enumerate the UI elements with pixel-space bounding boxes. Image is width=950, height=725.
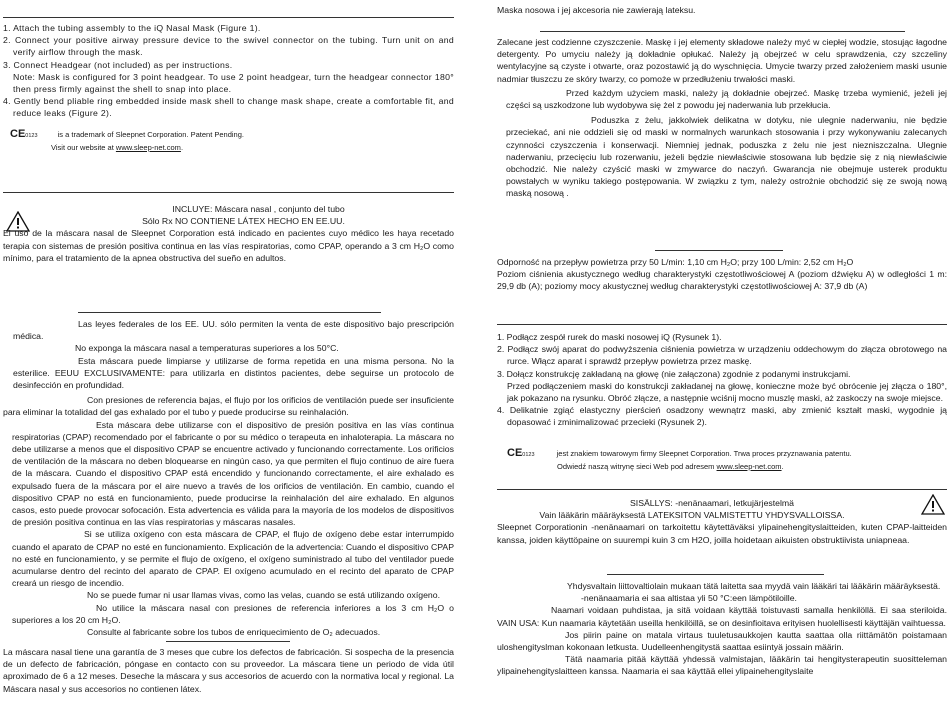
pl-latex: Maska nosowa i jej akcesoria nie zawierają lateksu. (497, 5, 696, 15)
es-warning-6: Si se utiliza oxígeno con esta máscara de CPAP, el flujo de oxígeno debe estar interrumpido cuando el aparato de CPAP no esté en funcionamiento. Explicación de la advertencia: Cuando el dispositivo CPAP no esté en funcionamiento, y se permite el flujo de oxígeno, el oxígeno suministrado al tubo del ventilador puede acumularse dentro del recinto del aparato de CPAP. El oxígeno acumulado en el recinto del aparato de CPAP creará un riesgo de incendio. (12, 529, 454, 589)
fi-warning-2: -nenänaamaria ei saa altistaa yli 50 °C:een lämpötiloille. (581, 593, 797, 604)
section-rule (78, 312, 381, 313)
en-website-line: Visit our website at www.sleep-net.com. (51, 143, 184, 152)
section-rule (497, 324, 947, 325)
en-trademark-text: is a trademark of Sleepnet Corporation. Patent Pending. (57, 130, 244, 139)
en-instructions (3, 22, 454, 120)
es-warranty-block (3, 646, 454, 695)
en-trademark-block (10, 129, 454, 153)
section-rule (3, 17, 454, 18)
es-warning-3: Esta máscara puede limpiarse y utilizarse de forma repetida en una misma persona. No la esterilice. EEUU EXCLUSIVAMENTE: para utilizarla en distintos pacientes, debe seguirse un protocolo de desinfección en profundidad. (13, 355, 454, 391)
pl-latex-block (497, 4, 947, 16)
ce-mark-icon: CE0123 (10, 128, 38, 140)
section-rule (607, 574, 824, 575)
pl-inspect: Przed każdym użyciem maski, należy ją dokładnie obejrzeć. Maskę trzeba wymienić, jeżeli jej części są uszkodzone lub wydobywa się żel z powodu jej naderwania lub przekłucia. (506, 87, 947, 111)
section-rule (497, 489, 947, 490)
pl-trademark-block (507, 448, 947, 472)
pl-step-1: 1. Podłącz zespół rurek do maski nosowej iQ (Rysunek 1). (497, 332, 722, 342)
pl-website-link[interactable]: www.sleep-net.com (716, 462, 782, 471)
pl-website-line: Odwiedź naszą witrynę sieci Web pod adresem www.sleep-net.com. (557, 462, 784, 471)
es-header (3, 203, 454, 264)
ce-mark-icon: CE0123 (507, 447, 535, 459)
section-rule (655, 250, 783, 251)
en-note: Note: Mask is configured for 3 point headgear. To use 2 point headgear, turn the headgear connector 180° then press firmly against the shell to snap into place. (13, 71, 454, 95)
en-step-3: 3. Connect Headgear (not included) as per instructions. (3, 59, 233, 70)
es-flags: Sólo Rx NO CONTIENE LÁTEX HECHO EN EE.UU. (142, 216, 345, 227)
es-includes: INCLUYE: Máscara nasal , conjunto del tubo (172, 204, 345, 214)
pl-step-3: 3. Dołącz konstrukcję zakładaną na głowę (nie załączona) zgodnie z podanymi instrukcjami. (497, 368, 851, 379)
es-intro: El uso de la máscara nasal de Sleepnet Corporation está indicado en pacientes cuyo médico les haya recetado terapia con sistemas de presión positiva continua en las vías respiratorias, como CPAP, operando a 3 cm H₂O como mínimo, para el tratamiento de la apnea obstructiva del sueño en adultos. (3, 228, 454, 263)
fi-warnings (497, 580, 947, 678)
es-warning-9: Consulte al fabricante sobre los tubos de enriquecimiento de O₂ adecuados. (87, 627, 381, 638)
fi-includes: SISÄLLYS: -nenänaamari, letkujärjestelmä (629, 498, 795, 508)
pl-cleaning: Zalecane jest codzienne czyszczenie. Maskę i jej elementy składowe należy myć w ciepłej wodzie, stosując łagodne detergenty. Po umyciu należy ją dokładnie opłukać. Należy ją obejrzeć w celu sprawdzenia, czy szczeliny wentylacyjne są czyste i otwarte, oraz pozostawić ją do wyschnięcia. Umycie twarzy przed założeniem maski usunie nadmiar tłuszczu ze skóry twarzy, co pomoże w przedłużeniu trwałości maski. (497, 37, 947, 84)
fi-header (497, 497, 947, 546)
es-warning-7: No se puede fumar ni usar llamas vivas, como las velas, cuando se está utilizando oxígeno. (87, 590, 440, 601)
pl-step-4: 4. Delikatnie zgiąć elastyczny pierścień osadzony wewnątrz maski, aby zmienić kształt maski, wygodnie ją dopasować i zminimalizować przecieki (Rysunek 2). (497, 405, 947, 428)
en-step-2: 2. Connect your positive airway pressure device to the swivel connector on the tubing. Turn unit on and verify airflow through the mask. (3, 35, 454, 58)
fi-warning-3: Naamari voidaan puhdistaa, ja sitä voidaan käyttää toistuvasti samalla henkilöllä. Ei saa steriloida. VAIN USA: Kun naamaria käytetään useilla henkilöillä, se on desinfioitava erityisen huolellisesti käyttäjän vaihtuessa. (497, 605, 947, 628)
fi-intro: Sleepnet Corporationin -nenänaamari on tarkoitettu käytettäväksi ylipainehengityslaitteiden, kuten CPAP-laitteiden kanssa, joiden käyttöpaine on suurempi kuin 3 cm H2O, joilla hoidetaan aikuisten obstruktiivista uniapneaa. (497, 522, 947, 545)
section-rule (3, 192, 454, 193)
es-warranty: La máscara nasal tiene una garantía de 3 meses que cubre los defectos de fabricación. Si sospecha de la presencia de un defecto de fabricación, póngase en contacto con su proveedor. La máscara tiene un periodo de vida útil aproximado de 6 a 12 meses. Deseche la máscara y sus accesorios de acuerdo con la normativa local y regional. La Máscara nasal y sus accesorios no contienen látex. (3, 647, 454, 694)
es-warning-2: No exponga la máscara nasal a temperaturas superiores a los 50°C. (75, 343, 339, 354)
en-step-4: 4. Gently bend pliable ring embedded inside mask shell to change mask shape, create a comfortable fit, and reduce leaks (Figure 2). (3, 96, 454, 119)
pl-flow: Odporność na przepływ powietrza przy 50 L/min: 1,10 cm H₂O; przy 100 L/min: 2,52 cm H₂O (497, 257, 854, 267)
fi-warning-4: Jos piirin paine on matala virtaus tuuletusaukkojen kautta saattaa olla riittämätön poistamaan uloshengityslman kokonaan letkusta. Uudelleenhengitystä saattaa esiintyä jossain määrin. (497, 629, 947, 653)
es-warning-1: Las leyes federales de los EE. UU. sólo permiten la venta de este dispositivo bajo prescripción médica. (13, 319, 454, 342)
es-warning-5: Esta máscara debe utilizarse con el dispositivo de presión positiva en las vías continua respiratorias (CPAP) recomendado por el fabricante o por su médico o terapeuta en inhaloterapia. La máscara no debe utilizarse a menos que el dispositivo CPAP se encuentre activado y funcionando correctamente. Los orificios de ventilación de la máscara no deben bloquearse en ningún caso, ya que permiten el flujo continuo de aire fuera de la máscara. Cuando el dispositivo CPAP está encendido y funcionando correctamente, el aire exhalado es expulsado fuera de la máscara por el aire nuevo a través de los orificios de ventilación. En cambio, cuando el dispositivo CPAP no está en funcionamiento, puede producirse la reinhalación del aire exhalado. En algunos casos, esto puede provocar sofocación. Esta advertencia es válida para la mayoría de los modelos de dispositivos de presión positiva continua en las vías respiratorias y máscaras nasales. (12, 419, 454, 528)
en-step-1: 1. Attach the tubing assembly to the iQ Nasal Mask (Figure 1). (3, 23, 261, 33)
section-rule (166, 641, 290, 642)
pl-care (497, 36, 947, 200)
pl-trademark-text: jest znakiem towarowym firmy Sleepnet Corporation. Trwa proces przyznawania patentu. (556, 449, 852, 458)
fi-flags: Vain lääkärin määräyksestä LATEKSITON VALMISTETTU YHDYSVALLOISSA. (539, 510, 845, 521)
pl-noise: Poziom ciśnienia akustycznego według charakterystyki częstotliwościowej A (poziom dźwięku A) w odległości 1 m: 29,9 db (A); poziomy mocy akustycznej według charakterystyki częstotliwościowej A: 37,9 db (A) (497, 269, 947, 292)
pl-cushion: Poduszka z żelu, jakkolwiek delikatna w dotyku, nie ulegnie naderwaniu, nie będzie przeciekać, ani nie oddzieli się od maski w normalnych warunkach stosowania i przy wykonywaniu zalecanych czynności czyszczenia i konserwacji. Niemniej jednak, poduszka z żelu nie jest niezniszczalna. Ulegnie naderwaniu, przecięciu lub rozerwaniu, jeżeli będzie niewłaściwie stosowana lub będzie się z nią niewłaściwie obchodzić. Nie należy czyścić maski w zmywarce do naczyń. Gwarancja nie obejmuje usterek produktu powstałych w wyniku takiego postępowania. W związku z tym, należy ostrożnie obchodzić się ze swoją nową maską nosową . (506, 115, 947, 199)
es-warnings (3, 318, 454, 638)
es-warning-8: No utilice la máscara nasal con presiones de referencia inferiores a los 3 cm H₂O o superiores a los 20 cm H₂O. (12, 602, 454, 625)
pl-specs (497, 256, 947, 293)
pl-note: Przed podłączeniem maski do konstrukcji zakładanej na głowę, konieczne może być obrócenie jej złącza o 180°, jak pokazano na rysunku. Obróć złącze, a następnie wciśnij mocno muszlę maski, aż zaskoczy na swoje miejsce. (507, 380, 947, 404)
fi-warning-1: Yhdysvaltain liittovaltiolain mukaan tätä laitetta saa myydä vain lääkäri tai lääkärin määräyksestä. (567, 581, 941, 591)
section-rule (540, 31, 905, 32)
pl-step-2: 2. Podłącz swój aparat do podwyższenia ciśnienia powietrza w urządzeniu oddechowym do złącza obrotowego na rurce. Włącz aparat i sprawdź przepływ powietrza przez maskę. (497, 344, 947, 367)
en-website-link[interactable]: www.sleep-net.com (115, 143, 181, 152)
es-warning-4: Con presiones de referencia bajas, el flujo por los orificios de ventilación puede ser insuficiente para eliminar la totalidad del gas exhalado por el tubo y puede producirse su reinhalación. (3, 395, 454, 418)
fi-warning-5: Tätä naamaria pitää käyttää yhdessä valmistajan, lääkärin tai hengitysterapeutin suositteleman ylipainehengityslaitteen kanssa. Naamaria ei saa käyttää ellei ylipainehengityslaite (497, 654, 947, 677)
pl-instructions (497, 331, 947, 429)
